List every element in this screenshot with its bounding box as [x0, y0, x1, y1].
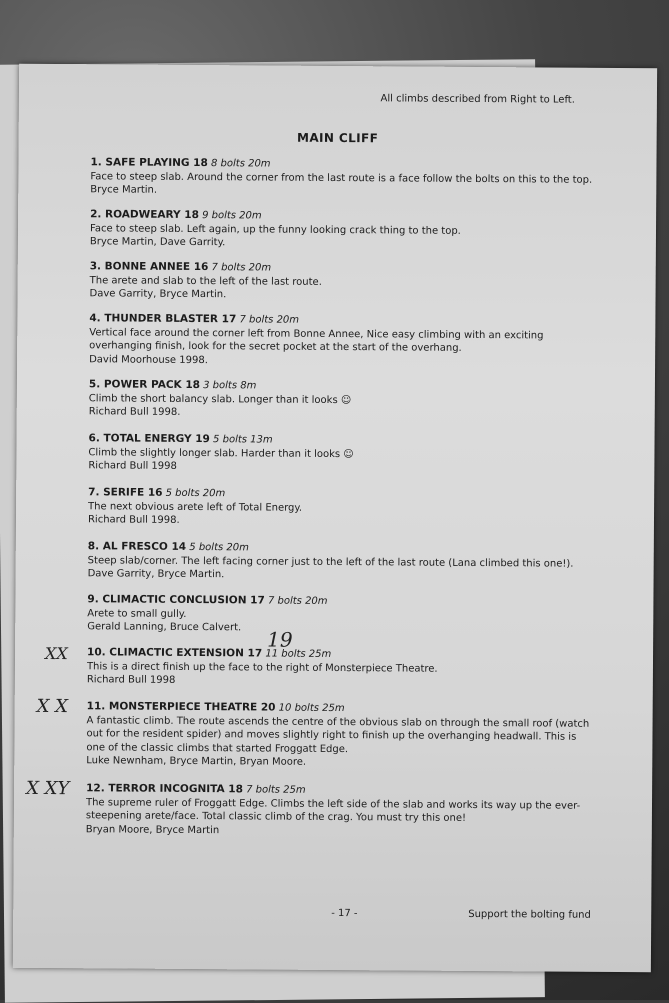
direction-note: All climbs described from Right to Left. [380, 93, 575, 106]
route-item [90, 156, 592, 200]
route-description: Vertical face around the corner left from Bonne Annee, Nice easy climbing with an exciting overhanging finish, look for the secret pocket at the start of the overhang. [89, 326, 544, 354]
route-meta: 7 bolts 20m [211, 262, 272, 274]
route-meta: 5 bolts 13m [213, 434, 273, 446]
route-item [88, 486, 302, 528]
route-item [89, 378, 352, 420]
route-first-ascent: Richard Bull 1998 [88, 460, 177, 472]
guidebook-page [13, 64, 657, 972]
route-meta: 7 bolts 25m [246, 784, 306, 796]
route-description: The supreme ruler of Froggatt Edge. Climbs the left side of the slab and works its way up the ever-steepening arete/face. Total classic climb of the crag. You must try this one! [85, 796, 581, 824]
route-heading: 11. MONSTERPIECE THEATRE 20 [86, 700, 276, 714]
route-heading: 12. TERROR INCOGNITA 18 [86, 782, 243, 796]
footer-note: Support the bolting fund [468, 908, 591, 921]
route-description: Climb the slightly longer slab. Harder than it looks ☺ [88, 446, 354, 460]
route-first-ascent: Bryce Martin. [90, 184, 158, 196]
route-meta: 3 bolts 8m [203, 380, 257, 392]
handwritten-mark: X XY [26, 777, 70, 800]
handwritten-grade: 19 [267, 627, 293, 652]
route-first-ascent: Dave Garrity, Bryce Martin. [87, 568, 225, 581]
route-description: Steep slab/corner. The left facing corner just to the left of the last route (Lana climbed this one!). [87, 554, 574, 570]
route-item [86, 782, 596, 840]
route-description: Face to steep slab. Left again, up the funny looking crack thing to the top. [89, 222, 461, 237]
route-first-ascent: Richard Bull 1998. [88, 406, 181, 418]
route-description: Arete to small gully. [87, 607, 187, 620]
route-description: Climb the short balancy slab. Longer than it looks ☺ [88, 392, 352, 406]
route-meta: 9 bolts 20m [202, 210, 262, 222]
route-item [87, 646, 438, 689]
route-list [85, 156, 601, 836]
route-item [90, 260, 323, 302]
route-first-ascent: Richard Bull 1998. [87, 514, 180, 526]
route-heading: 3. BONNE ANNEE 16 [89, 260, 209, 274]
route-heading: 2. ROADWEARY 18 [90, 208, 199, 222]
route-item [88, 540, 574, 584]
route-meta: 5 bolts 20m [189, 541, 249, 554]
route-meta: 7 bolts 20m [239, 314, 300, 326]
route-heading: 5. POWER PACK 18 [88, 378, 201, 392]
route-heading: 7. SERIFE 16 [88, 486, 163, 499]
route-first-ascent: Gerald Lanning, Bruce Calvert. [87, 621, 242, 634]
route-description: The arete and slab to the left of the last route. [89, 274, 322, 288]
route-description: The next obvious arete left of Total Energy. [88, 500, 303, 514]
route-first-ascent: Bryce Martin, Dave Garrity. [89, 236, 226, 249]
section-title: MAIN CLIFF [296, 130, 379, 146]
route-meta: 7 bolts 20m [267, 595, 328, 607]
route-first-ascent: David Moorhouse 1998. [89, 353, 208, 366]
route-meta: 11 bolts 25m [265, 648, 332, 660]
route-item [90, 208, 461, 251]
route-first-ascent: Richard Bull 1998 [86, 674, 176, 686]
route-first-ascent: Dave Garrity, Bryce Martin. [89, 288, 227, 301]
route-heading: 4. THUNDER BLASTER 17 [89, 312, 237, 326]
route-heading: 10. CLIMACTIC EXTENSION 17 [87, 646, 263, 660]
route-item [89, 312, 599, 370]
route-description: Face to steep slab. Around the corner from the last route is a face follow the bolts on this to the top. [90, 170, 593, 186]
route-first-ascent: Bryan Moore, Bryce Martin [85, 823, 220, 836]
handwritten-mark: X X [36, 695, 69, 718]
handwritten-mark: XX [44, 643, 68, 664]
route-heading: 6. TOTAL ENERGY 19 [88, 432, 210, 446]
route-heading: 1. SAFE PLAYING 18 [90, 156, 208, 170]
route-heading: 9. CLIMACTIC CONCLUSION 17 [87, 593, 265, 607]
page-number: - 17 - [331, 907, 358, 920]
route-meta: 8 bolts 20m [210, 158, 271, 170]
route-first-ascent: Luke Newnham, Bryce Martin, Bryan Moore. [86, 755, 307, 768]
route-description: This is a direct finish up the face to the right of Monsterpiece Theatre. [86, 660, 438, 675]
route-meta: 10 bolts 25m [278, 702, 345, 715]
route-heading: 8. AL FRESCO 14 [87, 540, 187, 553]
route-item [86, 700, 596, 771]
route-description: A fantastic climb. The route ascends the centre of the obvious slab on through the small roof (watch out for the resident spider) and moves slightly right to finish up the overhanging headwall. This is one of the classic climbs that started Froggatt Edge. [86, 714, 590, 755]
route-item [88, 432, 354, 474]
route-meta: 5 bolts 20m [165, 487, 226, 500]
